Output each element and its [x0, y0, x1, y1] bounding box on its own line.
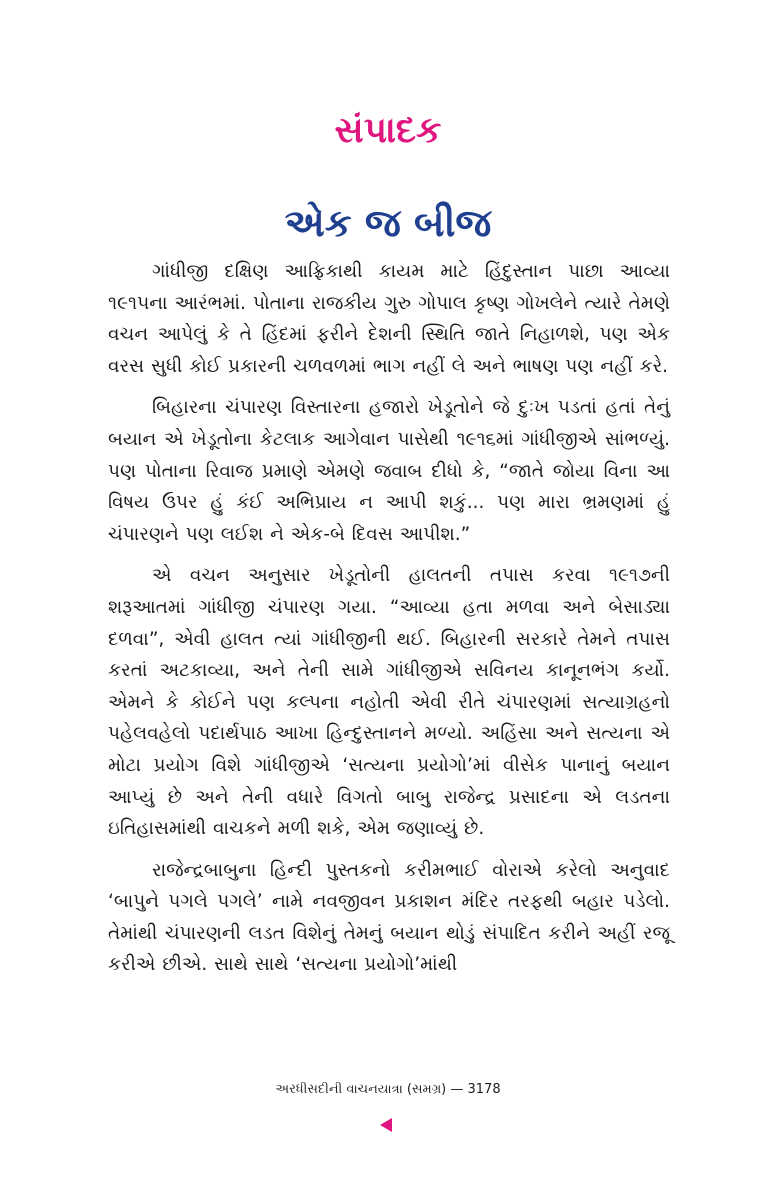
paragraph-2: બિહારના ચંપારણ વિસ્તારના હજારો ખેડૂતોને જે દુઃખ પડતાં હતાં તેનું બયાન એ ખેડૂતોના કેટલાક આગેવાન પાસેથી ૧૯૧૬માં ગાંધીજીએ સાંભળ્યું. પણ પોતાના રિવાજ પ્રમાણે એમણે જવાબ દીધો કે, “જાતે જોયા વિના આ વિષય ઉપર હું કંઈ અભિપ્રાય ન આપી શકું... પણ મારા ભ્રમણમાં હું ચંપારણને પણ લઈશ ને એક-બે દિવસ આપીશ.” — [108, 397, 670, 545]
paragraph-1: ગાંધીજી દક્ષિણ આફ્રિકાથી કાયમ માટે હિંદુસ્તાન પાછા આવ્યા ૧૯૧૫ના આરંભમાં. પોતાના રાજકીય ગુરુ ગોપાલ કૃષ્ણ ગોખલેને ત્યારે તેમણે વચન આપેલું કે તે હિંદમાં ફરીને દેશની સ્થિતિ જાતે નિહાળશે, પણ એક વરસ સુધી કોઈ પ્રકારની ચળવળમાં ભાગ નહીં લે અને ભાષણ પણ નહીં કરે. — [108, 261, 670, 377]
chapter-title: એક જ બીજ — [284, 201, 492, 245]
page-footer: અરધીસદીની વાચનયાત્રા (સમગ્ર) — 3178 — [275, 1082, 501, 1097]
previous-page-arrow-icon[interactable] — [380, 1118, 392, 1132]
body-text — [108, 256, 670, 991]
section-heading: સંપાદક — [334, 110, 442, 151]
paragraph-3: એ વચન અનુસાર ખેડૂતોની હાલતની તપાસ કરવા ૧૯૧૭ની શરૂઆતમાં ગાંધીજી ચંપારણ ગયા. “આવ્યા હતા મળવા અને બેસાડ્યા દળવા”, એવી હાલત ત્યાં ગાંધીજીની થઈ. બિહારની સરકારે તેમને તપાસ કરતાં અટકાવ્યા, અને તેની સામે ગાંધીજીએ સવિનય કાનૂનભંગ કર્યો. એમને કે કોઈને પણ કલ્પના નહોતી એવી રીતે ચંપારણમાં સત્યાગ્રહનો પહેલવહેલો પદાર્થપાઠ આખા હિન્દુસ્તાનને મળ્યો. અહિંસા અને સત્યના એ મોટા પ્રયોગ વિશે ગાંધીજીએ ‘સત્યના પ્રયોગો’માં વીસેક પાનાનું બયાન આપ્યું છે અને તેની વધારે વિગતો બાબુ રાજેન્દ્ર પ્રસાદના એ લડતના ઇતિહાસમાંથી વાચકને મળી શકે, એમ જણાવ્યું છે. — [108, 565, 670, 840]
paragraph-4: રાજેન્દ્રબાબુના હિન્દી પુસ્તકનો કરીમભાઈ વોરાએ કરેલો અનુવાદ ‘બાપુને પગલે પગલે’ નામે નવજીવન પ્રકાશન મંદિર તરફથી બહાર પડેલો. તેમાંથી ચંપારણની લડત વિશેનું તેમનું બયાન થોડું સંપાદિત કરીને અહીં રજૂ કરીએ છીએ. સાથે સાથે ‘સત્યના પ્રયોગો’માંથી — [108, 859, 670, 976]
